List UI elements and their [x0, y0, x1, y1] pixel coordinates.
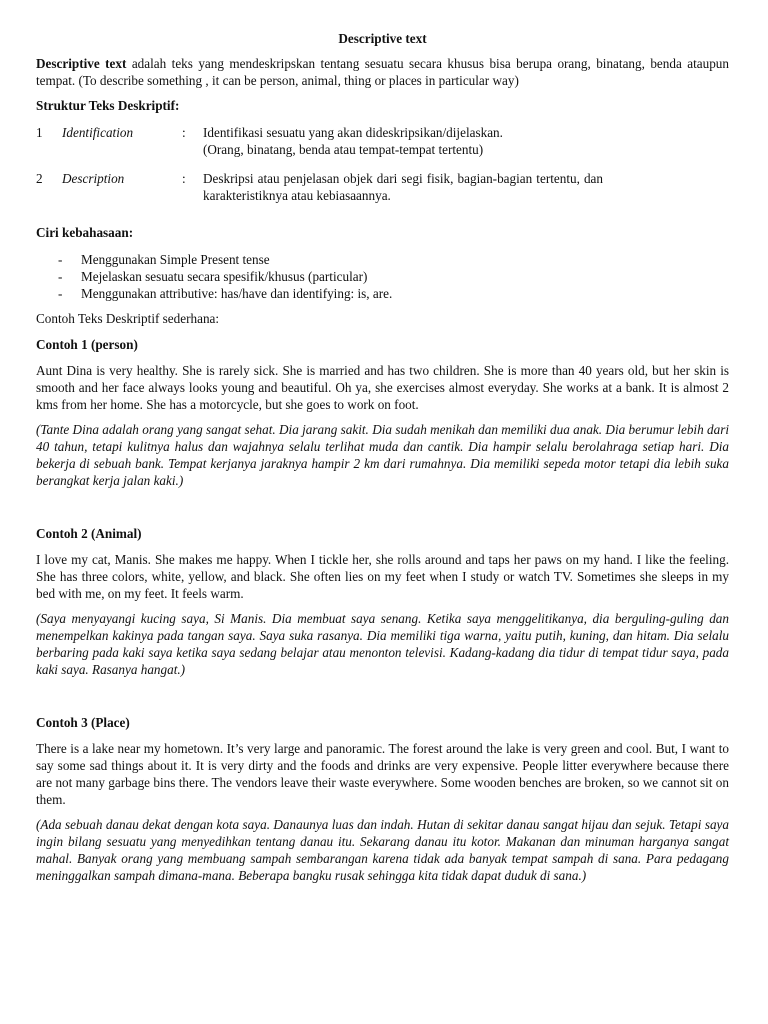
intro-term: Descriptive text	[36, 56, 127, 71]
list-item	[36, 268, 729, 285]
example-english-paragraph: There is a lake near my hometown. It’s very large and panoramic. The forest around the lake is very green and cool. But, I want to say some sad things about it. It is very dirty and the foods and drinks are very expensive. People litter everywhere because there are not many garbage bins there. The vendors leave their waste everywhere. Some wooden benches are broken, so we cannot sit on them.	[36, 741, 729, 807]
structure-number: 1	[36, 125, 43, 140]
language-features-list	[36, 251, 729, 302]
structure-definition-line: Deskripsi atau penjelasan objek dari segi fisik, bagian-bagian tertentu, dan karakteristiknya atau kebiasaannya.	[203, 171, 603, 203]
dash-marker: -	[58, 269, 63, 284]
structure-definition-line: (Orang, binatang, benda atau tempat-tempat tertentu)	[203, 142, 484, 157]
dash-marker: -	[58, 286, 63, 301]
example-indonesian-paragraph: (Ada sebuah danau dekat dengan kota saya. Danaunya luas dan indah. Hutan di sekitar danau sangat hijau dan sejuk. Tetapi saya ingin bilang sesuatu yang menyedihkan tentang danau itu. Sekarang danau itu kotor. Makanan dan minuman harganya sangat mahal. Banyak orang yang membuang sampah sembarangan karena tidak ada banyak tempat sampah di sana. Para pedagang meninggalkan sampah dimana-mana. Beberapa bangku rusak sehingga kita tidak dapat duduk di sana.)	[36, 817, 729, 883]
structure-number: 2	[36, 171, 43, 186]
example-heading: Contoh 1 (person)	[36, 337, 138, 352]
examples-intro: Contoh Teks Deskriptif sederhana:	[36, 311, 220, 326]
structure-heading: Struktur Teks Deskriptif:	[36, 98, 180, 113]
structure-definition	[203, 124, 603, 158]
structure-colon: :	[182, 125, 186, 140]
list-item-text: Menggunakan Simple Present tense	[81, 252, 270, 267]
example-indonesian-paragraph: (Tante Dina adalah orang yang sangat sehat. Dia jarang sakit. Dia sudah menikah dan memiliki dua anak. Dia berumur lebih dari 40 tahun, tetapi kulitnya halus dan wajahnya selalu terlihat muda dan cantik. Dia hampir selalu berolahraga setiap hari. Dia bekerja di sebuah bank. Tempat kerjanya jaraknya hampir 2 km dari rumahnya. Dia memiliki sepeda motor tetapi dia lebih suka berangkat kerja jalan kaki.)	[36, 422, 729, 488]
example-heading: Contoh 2 (Animal)	[36, 526, 142, 541]
structure-item	[36, 124, 729, 158]
structure-colon: :	[182, 171, 186, 186]
example-english-paragraph: Aunt Dina is very healthy. She is rarely sick. She is married and has two children. She is more than 40 years old, but her skin is smooth and her face always looks young and beautiful. Oh ya, she exercises almost everyday. She works at a bank. It is almost 2 kms from her home. She has a motorcycle, but she goes to work on foot.	[36, 363, 729, 412]
list-item-text: Menggunakan attributive: has/have dan identifying: is, are.	[81, 286, 393, 301]
list-item	[36, 251, 729, 268]
structure-item	[36, 170, 729, 204]
example-english-paragraph: I love my cat, Manis. She makes me happy. When I tickle her, she rolls around and taps her paws on my hand. I like the feeling. She has three colors, white, yellow, and black. She often lies on my feet when I study or watch TV. Sometimes she sleeps in my bed with me, on my feet. It feels warm.	[36, 552, 729, 601]
structure-term: Identification	[62, 125, 134, 140]
document-page	[36, 30, 729, 884]
example-heading: Contoh 3 (Place)	[36, 715, 130, 730]
structure-definition-line: Identifikasi sesuatu yang akan dideskripsikan/dijelaskan.	[203, 125, 503, 140]
intro-text: adalah teks yang mendeskripskan tentang sesuatu secara khusus bisa berupa orang, binatang, benda ataupun tempat. (To describe something , it can be person, animal, thing or places in particular way)	[36, 56, 729, 88]
list-item-text: Mejelaskan sesuatu secara spesifik/khusus (particular)	[81, 269, 368, 284]
structure-term: Description	[62, 171, 125, 186]
structure-definition	[203, 170, 603, 204]
list-item	[36, 285, 729, 302]
document-title: Descriptive text	[338, 31, 427, 46]
example-indonesian-paragraph: (Saya menyayangi kucing saya, Si Manis. Dia membuat saya senang. Ketika saya menggelitikanya, dia berguling-guling dan menempelkan kakinya pada tangan saya. Saya suka rasanya. Dia memiliki tiga warna, yaitu putih, kuning, dan hitam. Dia selalu berbaring pada kaki saya ketika saya sedang belajar atau menonton televisi. Kadang-kadang dia tidur di tempat tidur saya, pada kaki saya. Rasanya hangat.)	[36, 611, 729, 677]
dash-marker: -	[58, 252, 63, 267]
intro-paragraph	[36, 55, 729, 89]
language-features-heading: Ciri kebahasaan:	[36, 225, 134, 240]
